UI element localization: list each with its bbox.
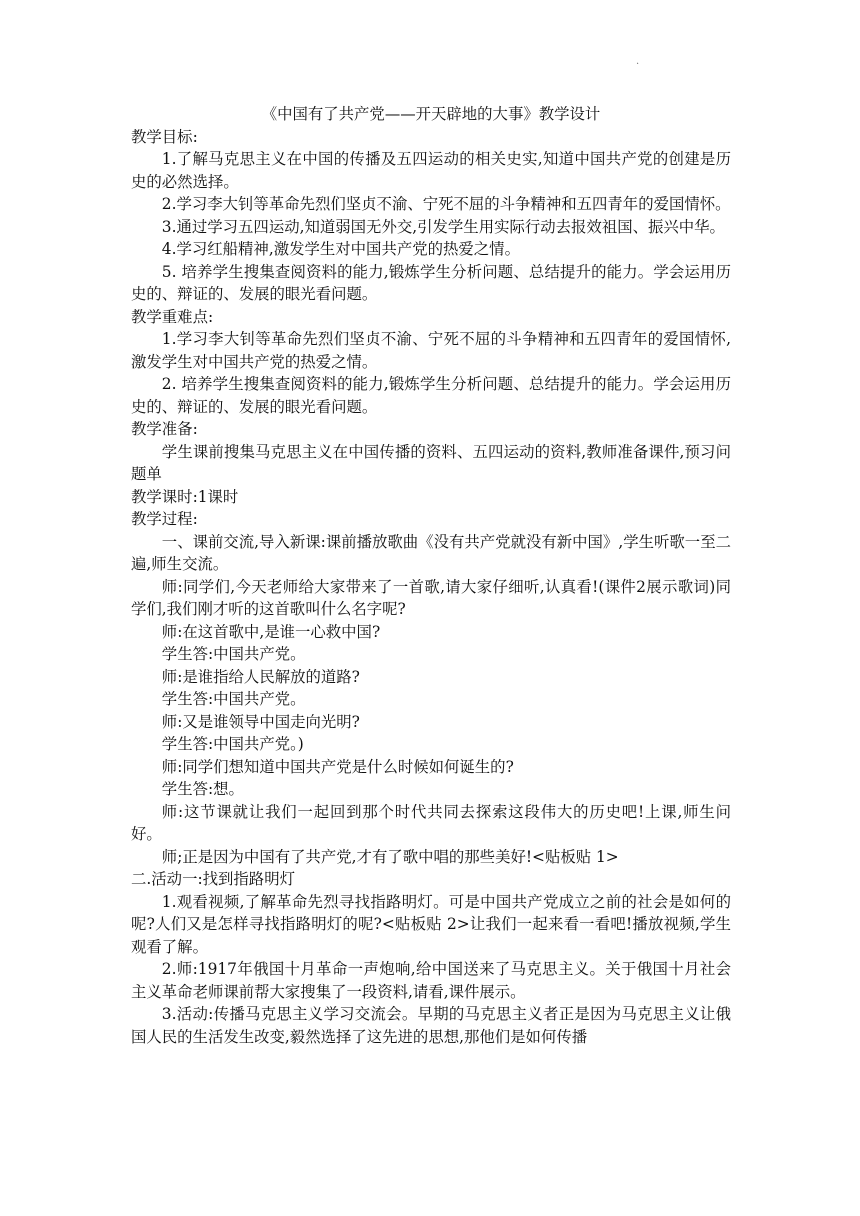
objectives-heading: 教学目标: bbox=[131, 127, 198, 146]
preparation-text: 学生课前搜集马克思主义在中国传播的资料、五四运动的资料,教师准备课件,预习问题单 bbox=[131, 442, 731, 483]
process-paragraph: 师:在这首歌中,是谁一心救中国? bbox=[161, 622, 381, 641]
objective-item: 3.通过学习五四运动,知道弱国无外交,引发学生用实际行动去报效祖国、振兴中华。 bbox=[161, 217, 725, 236]
preparation-heading: 教学准备: bbox=[131, 420, 198, 438]
activity1-paragraph: 2.师:1917年俄国十月革命一声炮响,给中国送来了马克思主义。关于俄国十月社会主义革命老师课前帮大家搜集了一段资料,请看,课件展示。 bbox=[131, 960, 731, 1001]
process-paragraph: 师;正是因为中国有了共产党,才有了歌中唱的那些美好!<贴板贴 1> bbox=[161, 847, 619, 866]
key-points-heading: 教学重难点: bbox=[131, 307, 214, 326]
process-paragraph: 师:是谁指给人民解放的道路? bbox=[161, 667, 360, 686]
objective-item: 1.了解马克思主义在中国的传播及五四运动的相关史实,知道中国共产党的创建是历史的必然选择。 bbox=[131, 150, 731, 191]
objective-item: 4.学习红船精神,激发学生对中国共产党的热爱之情。 bbox=[161, 240, 520, 258]
lesson-time: 教学课时:1课时 bbox=[131, 487, 239, 506]
process-paragraph: 师:这节课就让我们一起回到那个时代共同去探索这段伟大的历史吧!上课,师生问好。 bbox=[131, 802, 731, 843]
process-paragraph: 学生答:想。 bbox=[161, 780, 244, 798]
objective-item: 2.学习李大钊等革命先烈们坚贞不渝、宁死不屈的斗争精神和五四青年的爱国情怀。 bbox=[161, 195, 731, 213]
activity1-paragraph: 3.活动:传播马克思主义学习交流会。早期的马克思主义者正是因为马克思主义让俄国人民的生活发生改变,毅然选择了这先进的思想,那他们是如何传播 bbox=[131, 1005, 731, 1046]
document-body bbox=[131, 103, 731, 1048]
corner-mark: . bbox=[636, 56, 640, 67]
process-paragraph: 师:又是谁领导中国走向光明? bbox=[161, 712, 360, 731]
key-point-item: 1.学习李大钊等革命先烈们坚贞不渝、宁死不屈的斗争精神和五四青年的爱国情怀,激发学生对中国共产党的热爱之情。 bbox=[131, 330, 731, 371]
process-paragraph: 学生答:中国共产党。 bbox=[161, 645, 306, 663]
objective-item: 5. 培养学生搜集查阅资料的能力,锻炼学生分析问题、总结提升的能力。学会运用历史的、辩证的、发展的眼光看问题。 bbox=[131, 262, 731, 303]
process-paragraph: 师:同学们,今天老师给大家带来了一首歌,请大家仔细听,认真看!(课件2展示歌词)同学们,我们刚才听的这首歌叫什么名字呢? bbox=[131, 577, 731, 618]
process-heading: 教学过程: bbox=[131, 510, 198, 528]
activity1-paragraph: 1.观看视频,了解革命先烈寻找指路明灯。可是中国共产党成立之前的社会是如何的呢?人们又是怎样寻找指路明灯的呢?<贴板贴 2>让我们一起来看一看吧!播放视频,学生观看了解。 bbox=[131, 892, 731, 956]
process-paragraph: 学生答:中国共产党。 bbox=[161, 690, 306, 708]
process-paragraph: 师:同学们想知道中国共产党是什么时候如何诞生的? bbox=[161, 757, 514, 776]
process-paragraph: 学生答:中国共产党。) bbox=[161, 735, 304, 753]
key-point-item: 2. 培养学生搜集查阅资料的能力,锻炼学生分析问题、总结提升的能力。学会运用历史的、辩证的、发展的眼光看问题。 bbox=[131, 375, 731, 416]
process-paragraph: 一、课前交流,导入新课:课前播放歌曲《没有共产党就没有新中国》,学生听歌一至二遍,师生交流。 bbox=[131, 532, 731, 573]
document-title: 《中国有了共产党——开天辟地的大事》教学设计 bbox=[261, 105, 601, 123]
activity1-heading: 二.活动一:找到指路明灯 bbox=[131, 870, 295, 888]
